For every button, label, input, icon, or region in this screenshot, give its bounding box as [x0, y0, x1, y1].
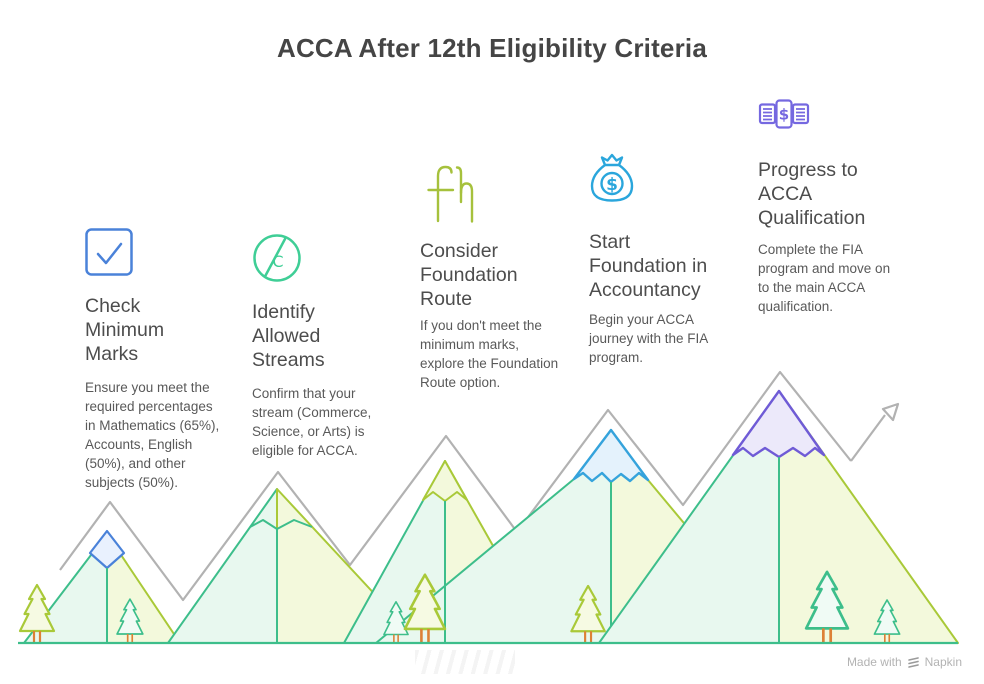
napkin-logo-icon	[907, 656, 920, 669]
step-title: Start Foundation in Accountancy	[589, 231, 708, 301]
step-check-minimum-marks	[85, 228, 223, 492]
step-description: Begin your ACCA journey with the FIA program.	[589, 312, 708, 365]
step-identify-allowed-streams	[252, 233, 382, 460]
step-title: Identify Allowed Streams	[252, 301, 325, 371]
money-bag-icon	[589, 152, 635, 202]
step-consider-foundation-route	[420, 162, 560, 392]
step-start-foundation-in-accountancy	[589, 152, 727, 367]
made-with-label: Made with	[846, 655, 902, 669]
step-title: Check Minimum Marks	[85, 295, 165, 365]
step-description: Complete the FIA program and move on to the main ACCA qualification.	[758, 242, 891, 314]
yellow-snow-cap	[423, 461, 467, 501]
attribution-footer	[847, 655, 962, 669]
svg-text:$: $	[778, 105, 790, 124]
step-description: If you don't meet the minimum marks, explore the Foundation Route option.	[420, 318, 559, 390]
page-title: ACCA After 12th Eligibility Criteria	[276, 33, 707, 63]
purple-snow-cap	[733, 391, 824, 457]
brand-label: Napkin	[924, 655, 962, 669]
step-progress-to-acca-qualification	[758, 99, 896, 316]
step-title: Consider Foundation Route	[420, 240, 518, 310]
checkbox-check-icon	[85, 228, 133, 276]
blue-snow-cap	[574, 430, 648, 482]
faint-watermark	[415, 650, 515, 674]
fh-monogram-icon	[420, 162, 474, 223]
step-description: Ensure you meet the required percentages in Mathematics (65%), Accounts, English (50%), and other subjects (50%).	[85, 380, 220, 490]
svg-text:C: C	[272, 252, 284, 271]
step-title: Progress to ACCA Qualification	[758, 159, 866, 229]
step-description: Confirm that your stream (Commerce, Science, or Arts) is eligible for ACCA.	[252, 386, 372, 458]
growth-arrow-icon	[851, 404, 898, 461]
banknotes-icon	[758, 99, 810, 129]
no-symbol-c-icon	[252, 233, 302, 283]
svg-text:$: $	[606, 175, 618, 195]
